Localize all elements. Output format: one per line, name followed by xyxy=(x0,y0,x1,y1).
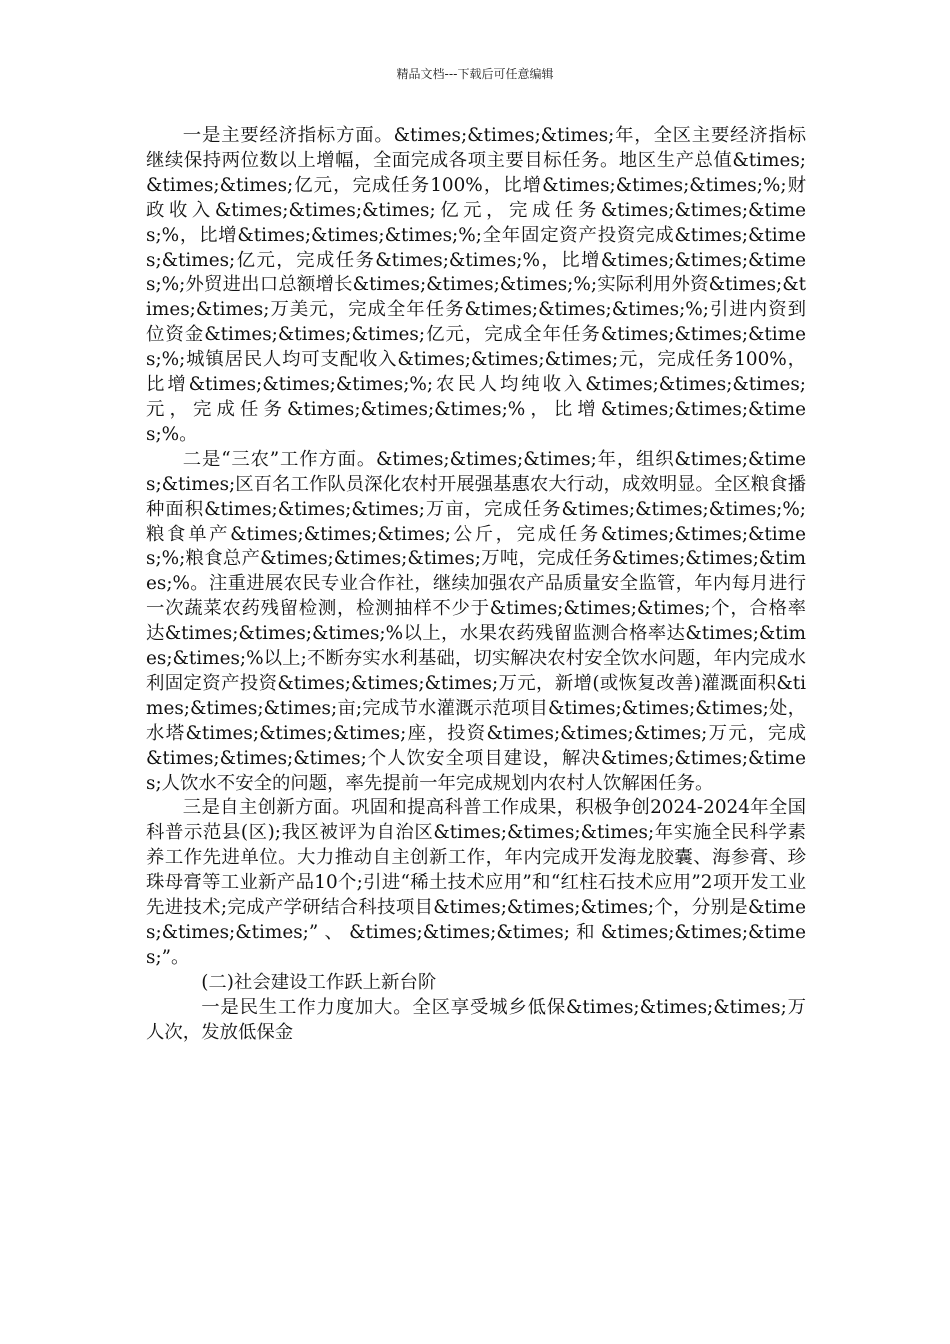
paragraph-agriculture: 二是“三农”工作方面。&times;&times;&times;年，组织&times;&times;&times;区百名工作队员深化农村开展强基惠农大行动，成效明显。全区粮食播种面积&times;&times;&times;万亩，完成任务&times;&times;&times;%;粮食单产&times;&times;&times;公斤，完成任务&times;&times;&times;%;粮食总产&times;&times;&times;万吨，完成任务&times;&times;&times;%。注重进展农民专业合作社，继续加强农产品质量安全监管，年内每月进行一次蔬菜农药残留检测，检测抽样不少于&times;&times;&times;个，合格率达&times;&times;&times;%以上，水果农药残留监测合格率达&times;&times;&times;%以上;不断夯实水利基础，切实解决农村安全饮水问题，年内完成水利固定资产投资&times;&times;&times;万元，新增(或恢复改善)灌溉面积&times;&times;&times;亩;完成节水灌溉示范项目&times;&times;&times;处，水塔&times;&times;&times;座，投资&times;&times;&times;万元，完成&times;&times;&times;个人饮安全项目建设，解决&times;&times;&times;人饮水不安全的问题，率先提前一年完成规划内农村人饮解困任务。 xyxy=(146,448,806,794)
section-heading-social-construction: (二)社会建设工作跃上新台阶 xyxy=(201,971,437,993)
paragraph-innovation: 三是自主创新方面。巩固和提高科普工作成果，积极争创2024-2024年全国科普示范县(区);我区被评为自治区&times;&times;&times;年实施全民科学素养工作先进单位。大力推动自主创新工作，年内完成开发海龙胶囊、海参膏、珍珠母膏等工业新产品10个;引进“稀土技术应用”和“红柱石技术应用”2项开发工业先进技术;完成产学研结合科技项目&times;&times;&times;个，分别是&times;&times;&times;”、&times;&times;&times;和&times;&times;&times;”。 xyxy=(146,797,806,968)
paragraph-economic-indicators: 一是主要经济指标方面。&times;&times;&times;年，全区主要经济指标继续保持两位数以上增幅，全面完成各项主要目标任务。地区生产总值&times;&times;&times;亿元，完成任务100%，比增&times;&times;&times;%;财政收入&times;&times;&times;亿元，完成任务&times;&times;&times;%，比增&times;&times;&times;%;全年固定资产投资完成&times;&times;&times;亿元，完成任务&times;&times;%，比增&times;&times;&times;%;外贸进出口总额增长&times;&times;&times;%;实际利用外资&times;&times;&times;万美元，完成全年任务&times;&times;&times;%;引进内资到位资金&times;&times;&times;亿元，完成全年任务&times;&times;&times;%;城镇居民人均可支配收入&times;&times;&times;元，完成任务100%，比增&times;&times;&times;%;农民人均纯收入&times;&times;&times;元，完成任务&times;&times;&times;%，比增&times;&times;&times;%。 xyxy=(146,125,806,445)
page-header: 精品文档---下载后可任意编辑 xyxy=(396,67,554,81)
paragraph-livelihood: 一是民生工作力度加大。全区享受城乡低保&times;&times;&times;万人次，发放低保金 xyxy=(146,996,806,1043)
document-body xyxy=(146,124,806,1046)
